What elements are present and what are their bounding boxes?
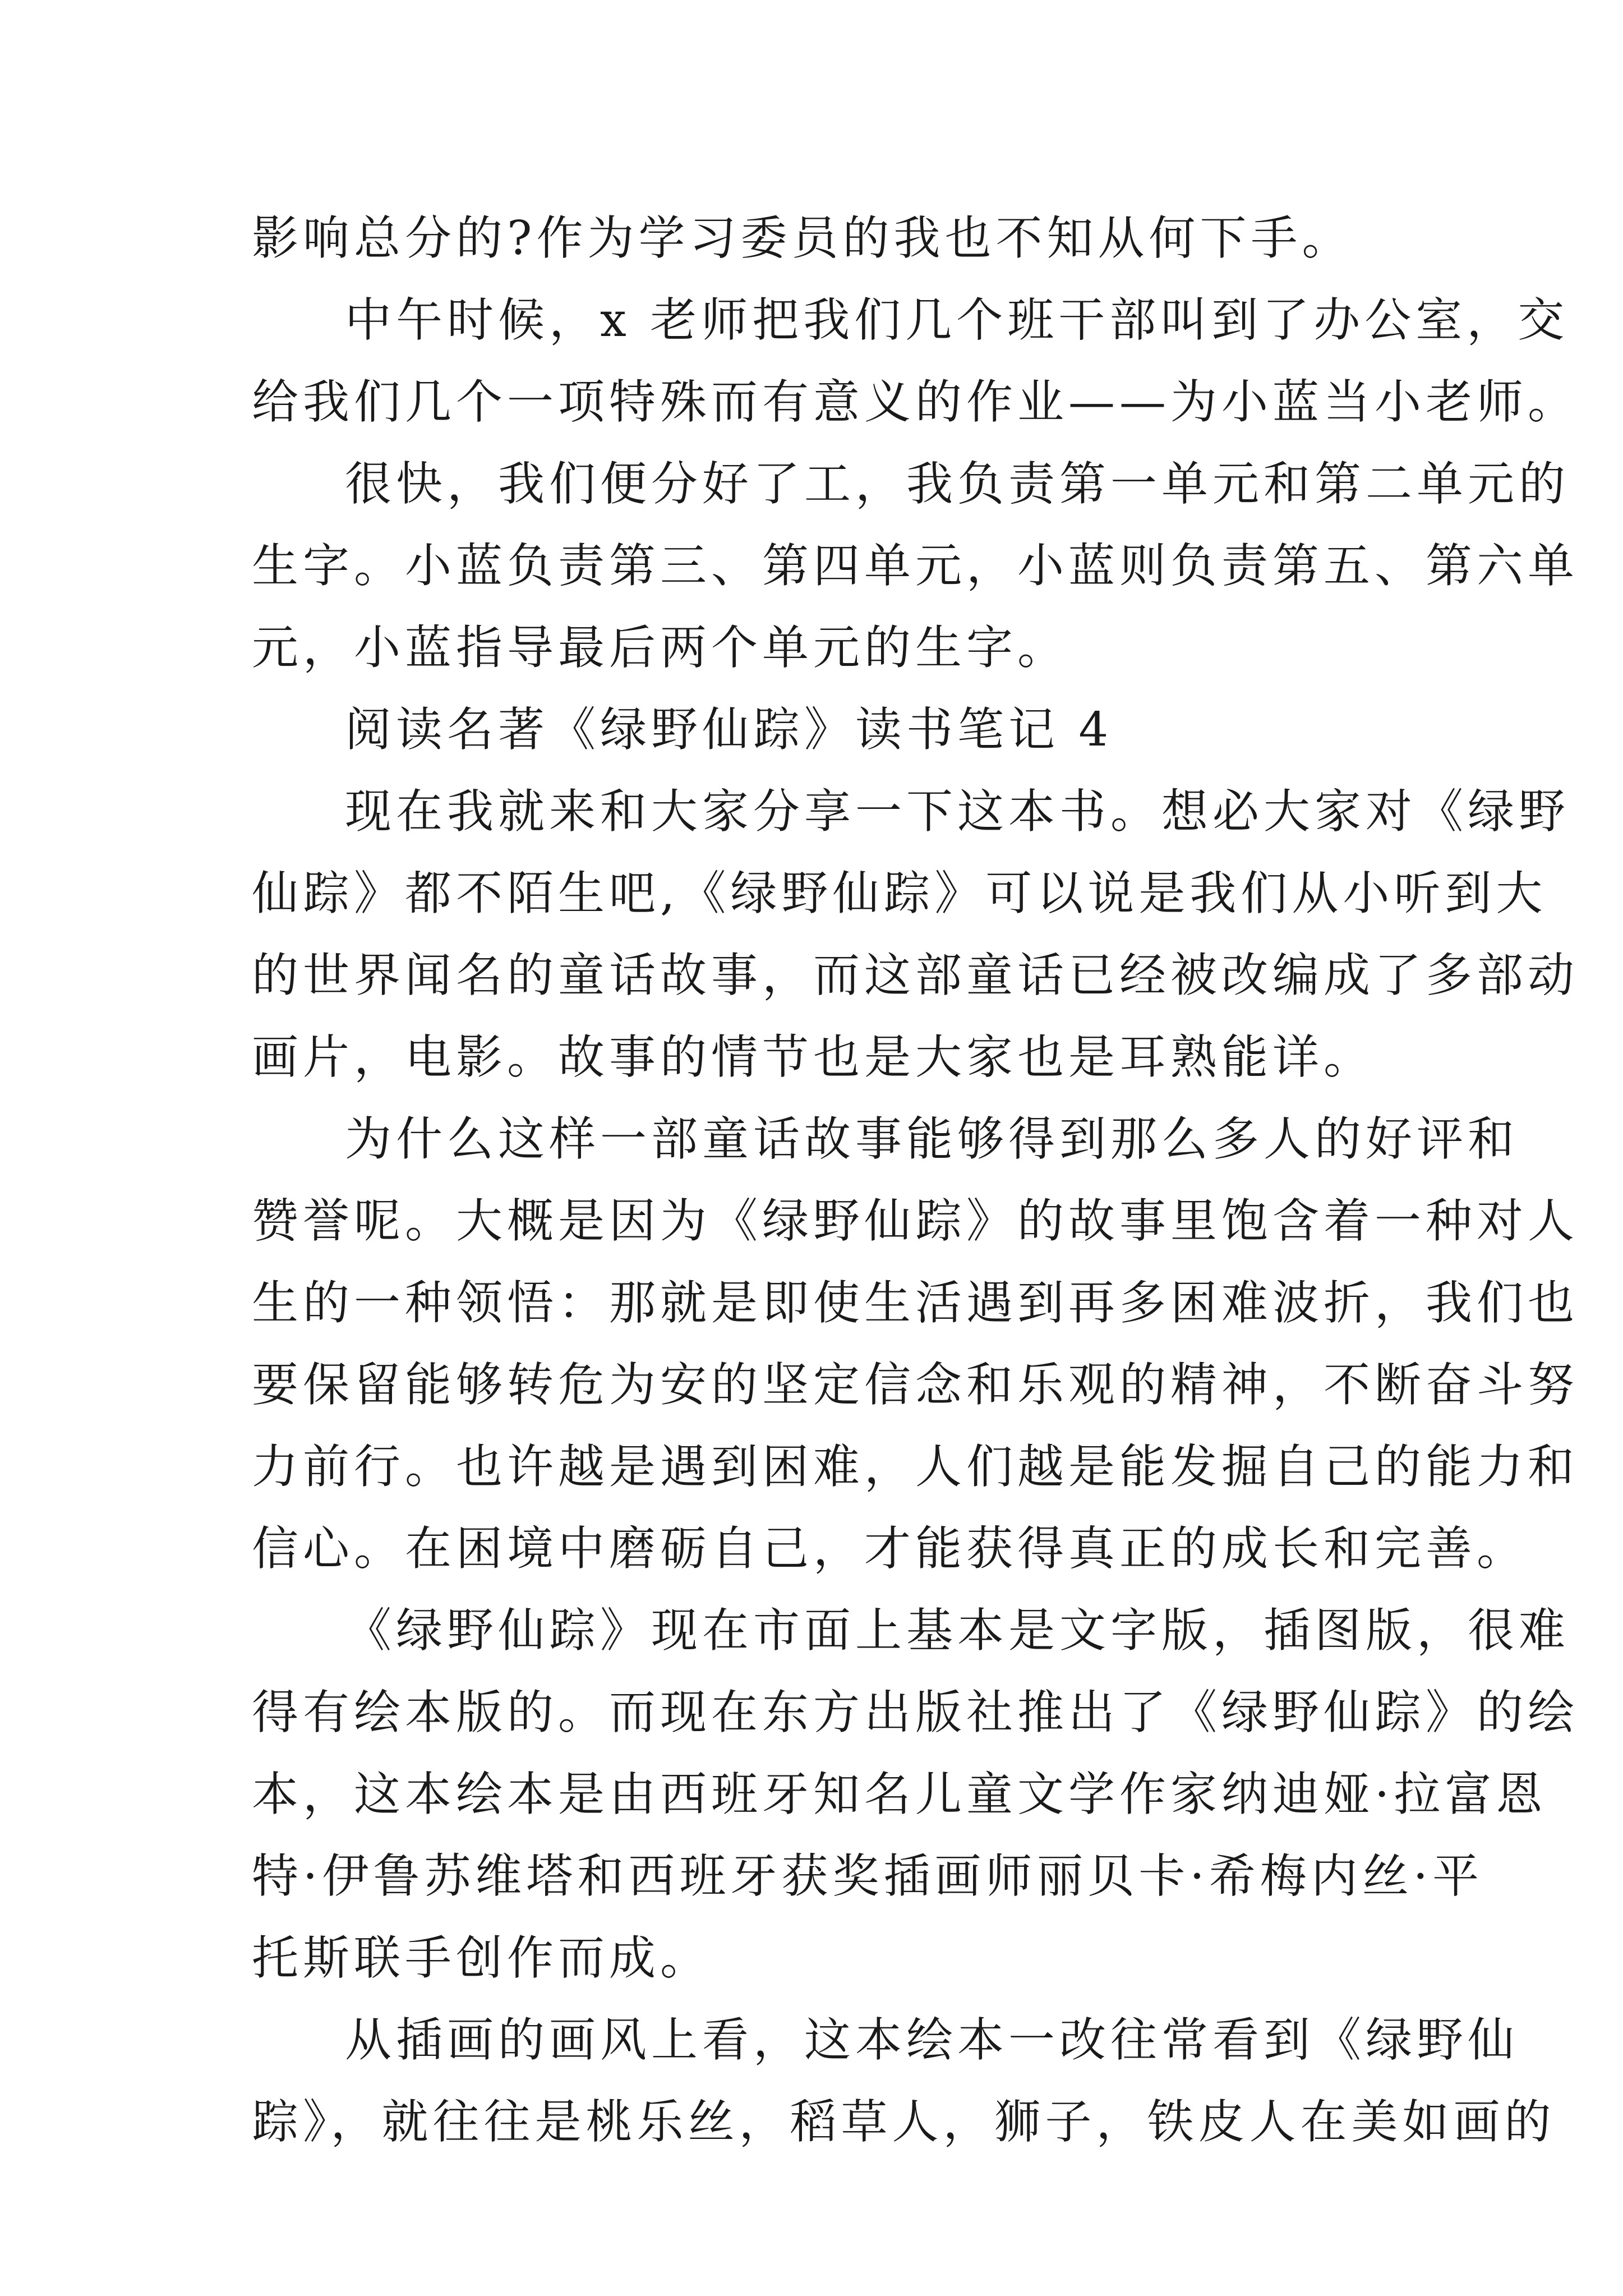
text-line: 现在我就来和大家分享一下这本书。想必大家对《绿野	[345, 784, 1570, 839]
text-line: 信心。在困境中磨砺自己，才能获得真正的成长和完善。	[252, 1521, 1528, 1576]
paragraph	[252, 771, 1579, 1098]
text-line: 《绿野仙踪》现在市面上基本是文字版，插图版，很难	[345, 1603, 1570, 1658]
text-line: 要保留能够转危为安的坚定信念和乐观的精神，不断奋斗努	[252, 1358, 1579, 1412]
text-line: 本，这本绘本是由西班牙知名儿童文学作家纳迪娅·拉富恩	[252, 1767, 1547, 1821]
text-line: 生字。小蓝负责第三、第四单元，小蓝则负责第五、第六单	[252, 539, 1579, 593]
text-line: 的世界闻名的童话故事，而这部童话已经被改编成了多部动	[252, 948, 1579, 1002]
text-line: 托斯联手创作而成。	[252, 1931, 711, 1985]
text-line: 从插画的画风上看，这本绘本一改往常看到《绿野仙	[345, 2013, 1519, 2067]
paragraph	[252, 443, 1579, 689]
paragraph	[252, 1590, 1579, 1999]
heading-line: 阅读名著《绿野仙踪》读书笔记 4	[345, 702, 1113, 757]
document-body	[252, 197, 1579, 2163]
paragraph	[252, 1098, 1579, 1590]
text-line: 力前行。也许越是遇到困难，人们越是能发掘自己的能力和	[252, 1439, 1579, 1494]
text-line: 得有绘本版的。而现在东方出版社推出了《绿野仙踪》的绘	[252, 1685, 1579, 1740]
text-line: 给我们几个一项特殊而有意义的作业——为小蓝当小老师。	[252, 375, 1579, 429]
text-line: 生的一种领悟：那就是即使生活遇到再多困难波折，我们也	[252, 1276, 1579, 1330]
text-line: 中午时候，x 老师把我们几个班干部叫到了办公室，交	[345, 293, 1569, 347]
text-line: 特·伊鲁苏维塔和西班牙获奖插画师丽贝卡·希梅内丝·平	[252, 1849, 1484, 1903]
paragraph	[252, 279, 1579, 443]
text-line: 画片，电影。故事的情节也是大家也是耳熟能详。	[252, 1030, 1375, 1084]
text-line: 影响总分的?作为学习委员的我也不知从何下手。	[252, 211, 1353, 265]
section-heading	[252, 689, 1396, 771]
text-line: 为什么这样一部童话故事能够得到那么多人的好评和	[345, 1112, 1519, 1166]
text-line: 很快，我们便分好了工，我负责第一单元和第二单元的	[345, 457, 1570, 511]
paragraph-continuation	[252, 197, 1396, 279]
paragraph	[252, 1999, 1556, 2163]
text-line: 仙踪》都不陌生吧,《绿野仙踪》可以说是我们从小听到大	[252, 866, 1547, 921]
text-line: 元，小蓝指导最后两个单元的生字。	[252, 620, 1068, 675]
text-line: 踪》，就往往是桃乐丝，稻草人，狮子，铁皮人在美如画的	[252, 2095, 1556, 2149]
text-line: 赞誉呢。大概是因为《绿野仙踪》的故事里饱含着一种对人	[252, 1194, 1579, 1248]
